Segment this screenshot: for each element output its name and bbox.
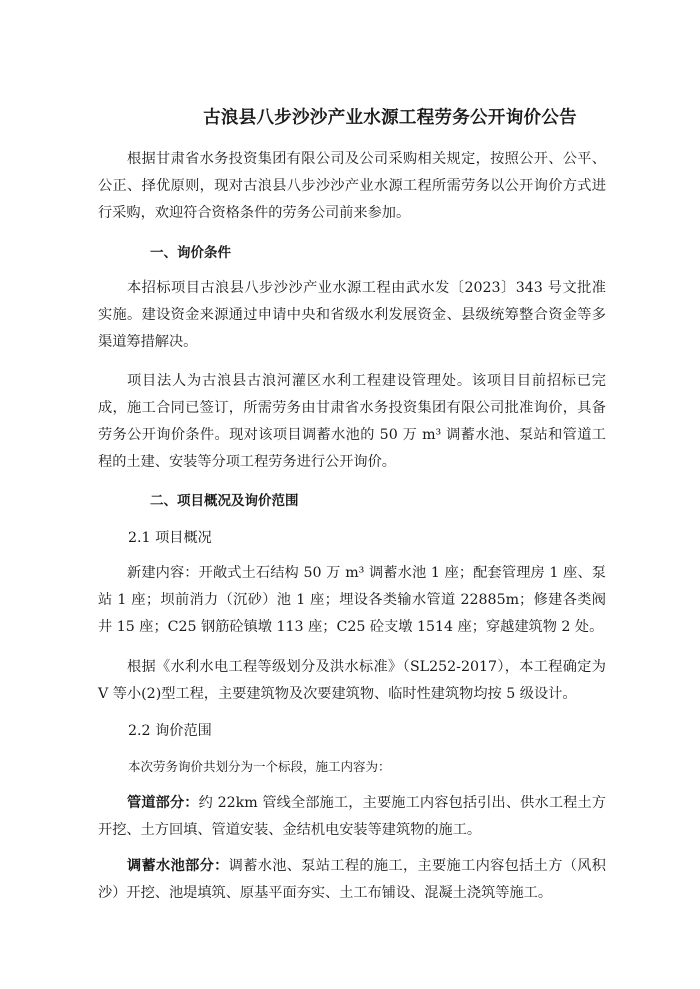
subsection-title-overview: 2.1 项目概况 (128, 530, 212, 546)
section1-paragraph-approval: 本招标项目古浪县八步沙沙产业水源工程由武水发〔2023〕343 号文批准实施。建设资金来源通过申请中央和省级水利发展资金、县级统筹整合资金等多渠道筹措解决。 (98, 280, 606, 350)
pool-section-label: 调蓄水池部分： (127, 858, 229, 874)
scope-pool-paragraph (98, 853, 606, 907)
scope-intro-text: 本次劳务询价共划分为一个标段，施工内容为： (128, 759, 391, 774)
section-heading-project-overview: 二、项目概况及询价范围 (150, 493, 299, 509)
scope-pipe-paragraph (98, 790, 606, 844)
section-heading-inquiry-conditions: 一、询价条件 (150, 245, 231, 261)
section1-paragraph-legal-person: 项目法人为古浪县古浪河灌区水利工程建设管理处。该项目目前招标已完成，施工合同已签订，所需劳务由甘肃省水务投资集团有限公司批准询价，具备劳务公开询价条件。现对该项目调蓄水池的 50 万 m³ 调蓄水池、泵站和管道工程的土建、安装等分项工程劳务进行公开询价。 (98, 373, 606, 470)
overview-paragraph-grade: 根据《水利水电工程等级划分及洪水标准》（SL252-2017），本工程确定为 V 等小(2)型工程，主要建筑物及次要建筑物、临时性建筑物均按 5 级设计。 (98, 659, 606, 702)
pool-section-text: 调蓄水池、泵站工程的施工，主要施工内容包括土方（风积沙）开挖、池堤填筑、原基平面夯实、土工布铺设、混凝土浇筑等施工。 (98, 858, 606, 901)
subsection-title-scope: 2.2 询价范围 (128, 723, 212, 739)
page-title: 古浪县八步沙沙产业水源工程劳务公开询价公告 (203, 108, 577, 128)
pipe-section-text: 约 22km 管线全部施工，主要施工内容包括引出、供水工程土方开挖、土方回填、管道安装、金结机电安装等建筑物的施工。 (98, 795, 606, 838)
intro-paragraph: 根据甘肃省水务投资集团有限公司及公司采购相关规定，按照公开、公平、公正、择优原则，现对古浪县八步沙沙产业水源工程所需劳务以公开询价方式进行采购，欢迎符合资格条件的劳务公司前来参加。 (98, 151, 606, 221)
overview-paragraph-contents: 新建内容：开敞式土石结构 50 万 m³ 调蓄水池 1 座；配套管理房 1 座、泵站 1 座；坝前消力（沉砂）池 1 座；埋设各类输水管道 22885m；修建各类阀井 15 座；C25 钢筋砼镇墩 113 座；C25 砼支墩 1514 座；穿越建筑物 2 处。 (98, 565, 606, 635)
pipe-section-label: 管道部分： (127, 795, 199, 811)
